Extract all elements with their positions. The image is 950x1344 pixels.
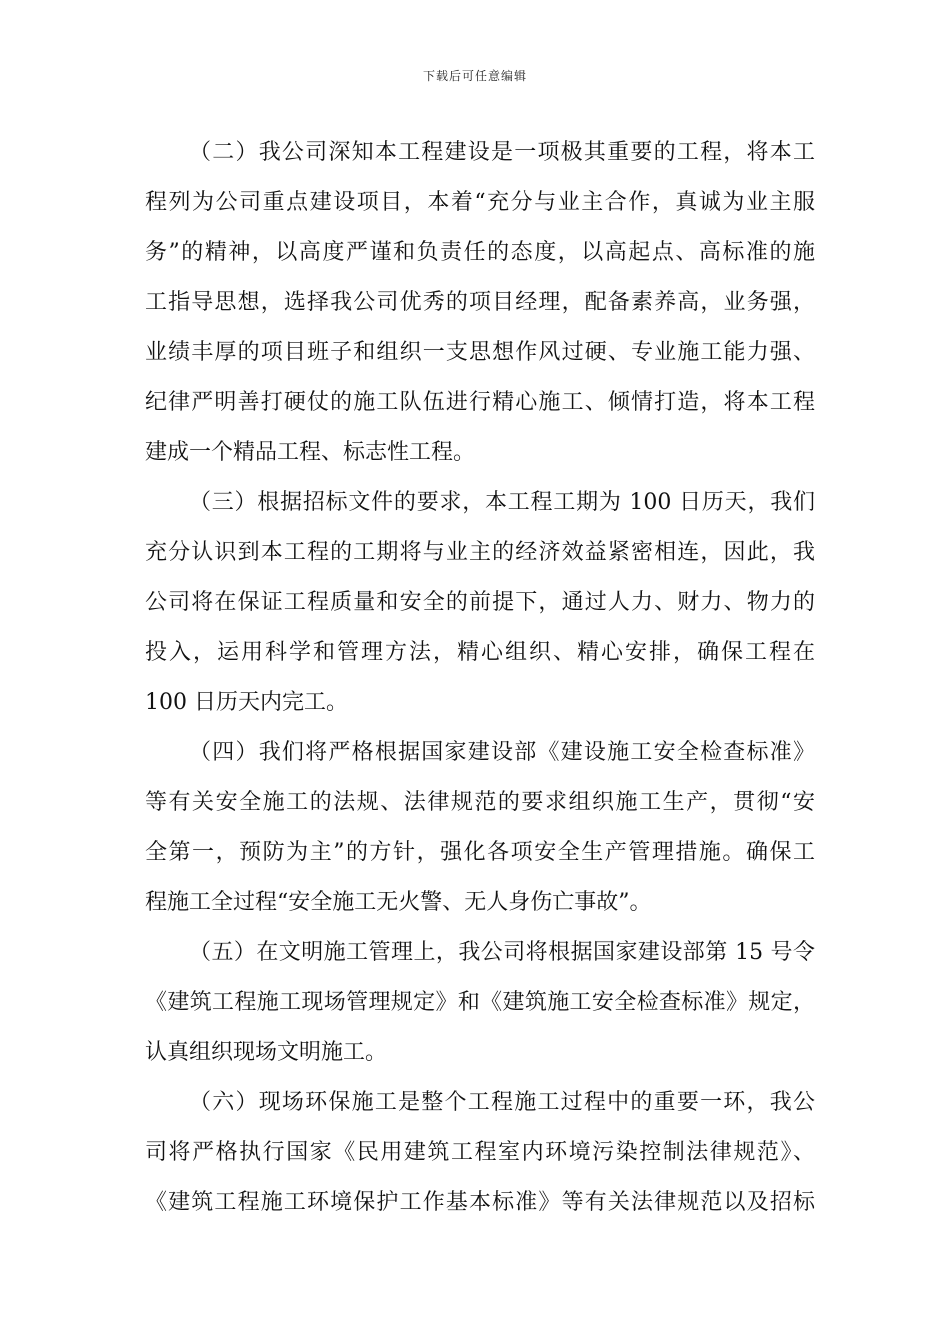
paragraph-line: 等有关安全施工的法规、法律规范的要求组织施工生产，贯彻“安 (145, 790, 815, 815)
paragraph-4 (145, 728, 815, 928)
paragraph-line: 业绩丰厚的项目班子和组织一支思想作风过硬、专业施工能力强、 (145, 340, 815, 365)
page-header: 下载后可任意编辑 (422, 69, 527, 83)
paragraph-line: 务”的精神，以高度严谨和负责任的态度，以高起点、高标准的施 (145, 240, 815, 265)
paragraph-line: 《建筑工程施工环境保护工作基本标准》等有关法律规范以及招标 (145, 1190, 815, 1215)
paragraph-2 (145, 128, 815, 478)
paragraph-line: 充分认识到本工程的工期将与业主的经济效益紧密相连，因此，我 (145, 540, 815, 565)
paragraph-line: （四）我们将严格根据国家建设部《建设施工安全检查标准》 (189, 740, 815, 765)
paragraph-line: （六）现场环保施工是整个工程施工过程中的重要一环，我公 (189, 1090, 815, 1115)
paragraph-line: 建成一个精品工程、标志性工程。 (145, 440, 476, 465)
paragraph-line: 《建筑工程施工现场管理规定》和《建筑施工安全检查标准》规定， (145, 990, 815, 1015)
paragraph-line: （二）我公司深知本工程建设是一项极其重要的工程，将本工 (189, 140, 815, 165)
paragraph-6 (145, 1078, 815, 1228)
paragraph-line: （三）根据招标文件的要求，本工程工期为 100 日历天，我们 (189, 490, 815, 515)
paragraph-line: 程列为公司重点建设项目，本着“充分与业主合作，真诚为业主服 (145, 190, 815, 215)
paragraph-line: 公司将在保证工程质量和安全的前提下，通过人力、财力、物力的 (145, 590, 815, 615)
paragraph-line: 100 日历天内完工。 (145, 690, 348, 715)
paragraph-line: 纪律严明善打硬仗的施工队伍进行精心施工、倾情打造，将本工程 (145, 390, 815, 415)
paragraph-line: 工指导思想，选择我公司优秀的项目经理，配备素养高，业务强， (145, 290, 815, 315)
paragraph-line: 投入，运用科学和管理方法，精心组织、精心安排，确保工程在 (145, 640, 815, 665)
document-body (145, 128, 815, 1228)
paragraph-5 (145, 928, 815, 1078)
paragraph-line: （五）在文明施工管理上，我公司将根据国家建设部第 15 号令 (189, 940, 815, 965)
paragraph-line: 全第一，预防为主”的方针，强化各项安全生产管理措施。确保工 (145, 840, 815, 865)
paragraph-line: 认真组织现场文明施工。 (145, 1040, 388, 1065)
paragraph-line: 司将严格执行国家《民用建筑工程室内环境污染控制法律规范》、 (145, 1140, 815, 1165)
paragraph-3 (145, 478, 815, 728)
paragraph-line: 程施工全过程“安全施工无火警、无人身伤亡事故”。 (145, 890, 652, 915)
